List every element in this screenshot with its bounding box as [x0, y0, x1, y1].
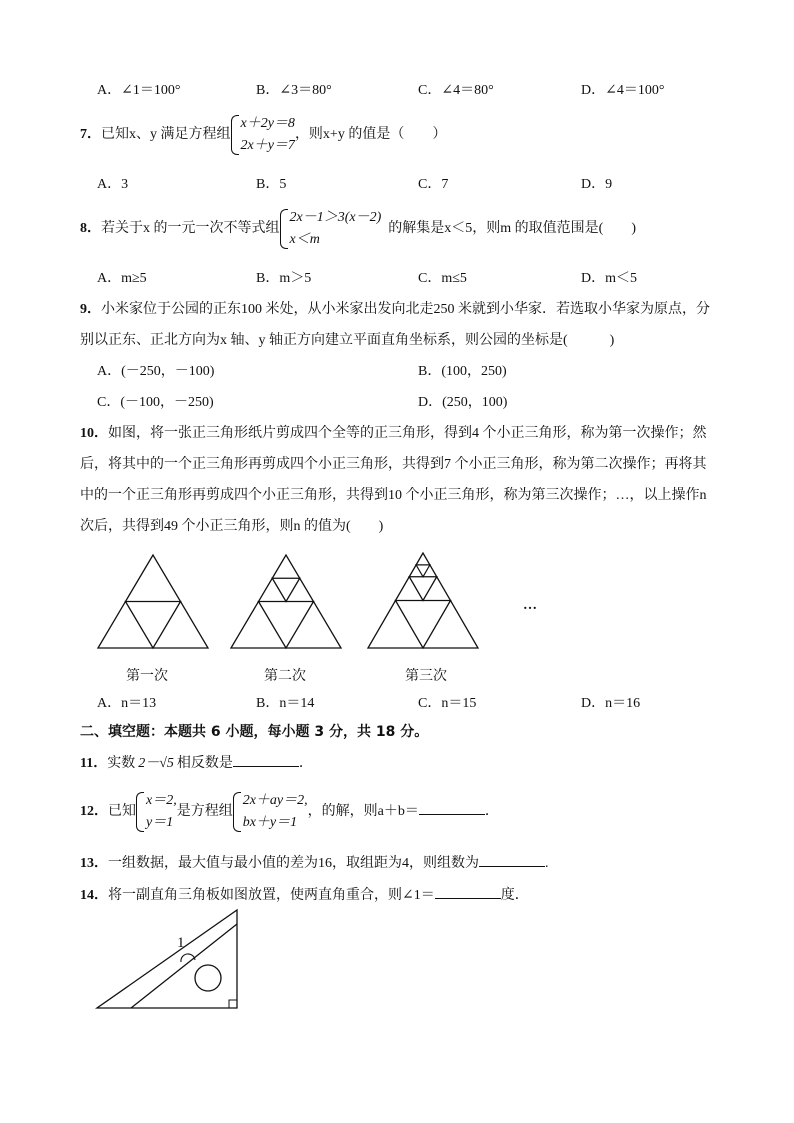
q10-number: 10．: [80, 426, 108, 441]
q7-equation-system: [231, 113, 295, 157]
q14-answer-blank[interactable]: [435, 884, 501, 899]
question-7: [80, 113, 446, 157]
question-9-line-1: [80, 300, 710, 320]
q6-option-c: C．∠4＝80°: [418, 83, 494, 98]
question-12: [80, 790, 499, 834]
question-14: [80, 884, 529, 904]
q14-number: 14．: [80, 888, 108, 903]
q7-option-b: B．5: [256, 177, 287, 192]
q8-option-a: A．m≥5: [97, 271, 147, 286]
question-11: [80, 752, 313, 772]
q12-solution-system: [136, 790, 177, 834]
q7-stem: 已知x、y 满足方程组: [101, 127, 231, 143]
q10-text-2: 后，将其中的一个正三角形再剪成四个小正三角形，共得到7 个小正三角形，称为第二次操作；再将其: [80, 457, 707, 472]
q9-option-a: A．(－250，－100): [97, 364, 215, 379]
q10-option-d: D．n＝16: [581, 696, 641, 711]
q12-post: ，的解，则a＋b＝: [307, 804, 419, 820]
q11-answer-blank[interactable]: [233, 752, 299, 767]
q10-text-1: 如图，将一张正三角形纸片剪成四个全等的正三角形，得到4 个小正三角形，称为第一次操作；然: [108, 426, 707, 441]
q9-option-c: C．(－100，－250): [97, 395, 214, 410]
figure-ellipsis: …: [523, 598, 537, 613]
q9-text-1: 小米家位于公园的正东100 米处，从小米家出发向北走250 米就到小华家．若选取小华家为原点，分: [101, 302, 710, 317]
q13-number: 13．: [80, 856, 108, 871]
q9-option-b: B．(100，250): [418, 364, 507, 379]
q10-text-3: 中的一个正三角形再剪成四个小正三角形，共得到10 个小正三角形，称为第三次操作；…，以上操作n: [80, 488, 707, 503]
q12-answer-blank[interactable]: [419, 800, 485, 815]
figure-set-squares: [95, 908, 245, 1010]
q6-option-d: D．∠4＝100°: [581, 83, 665, 98]
q7-tail: ，则x+y 的值是（ ）: [294, 127, 447, 143]
caption-first: 第一次: [126, 669, 168, 684]
q10-text-4: 次后，共得到49 个小正三角形，则n 的值为( ): [80, 519, 384, 534]
q12-number: 12．: [80, 804, 108, 820]
q11-pre: 实数: [107, 756, 136, 771]
q13-answer-blank[interactable]: [479, 852, 545, 867]
q8-option-b: B．m＞5: [256, 271, 312, 286]
q14-text: 将一副直角三角板如图放置，使两直角重合，则∠1＝: [108, 888, 435, 903]
q8-option-d: D．m＜5: [581, 271, 637, 286]
q7-eq2: 2x＋y＝7: [240, 138, 295, 153]
q11-number: 11．: [80, 756, 108, 771]
question-10-line-1: [80, 424, 707, 444]
q8-eq1: 2x－1＞3(x－2): [289, 210, 382, 225]
q11-expression: 2－√5: [138, 756, 174, 771]
caption-second: 第二次: [264, 669, 306, 684]
q6-option-a: A．∠1＝100°: [97, 83, 181, 98]
q7-eq1: x＋2y＝8: [240, 116, 295, 131]
question-13: [80, 852, 549, 872]
q9-option-d: D．(250，100): [418, 395, 508, 410]
caption-third: 第三次: [405, 669, 447, 684]
q12-sol1: x＝2,: [146, 793, 177, 808]
q12-end: ．: [484, 804, 499, 820]
q8-tail: 的解集是x＜5，则m 的取值范围是( ): [388, 221, 636, 237]
q6-option-b: B．∠3＝80°: [256, 83, 332, 98]
q8-option-c: C．m≤5: [418, 271, 467, 286]
section-2-heading: 二、填空题：本题共 6 小题，每小题 3 分，共 18 分。: [80, 724, 429, 740]
q14-end: 度．: [500, 888, 529, 903]
q12-equation-system: [233, 790, 308, 834]
q8-stem: 若关于x 的一元一次不等式组: [101, 221, 280, 237]
q11-post: 相反数是: [176, 756, 233, 771]
q13-text: 一组数据，最大值与最小值的差为16，取组距为4，则组数为: [108, 856, 479, 871]
q13-end: .: [545, 856, 549, 871]
q7-option-d: D．9: [581, 177, 613, 192]
q9-number: 9．: [80, 302, 101, 317]
angle-1-label: 1: [177, 935, 185, 951]
q8-eq2: x＜m: [289, 232, 320, 247]
q9-text-2: 别以正东、正北方向为x 轴、y 轴正方向建立平面直角坐标系，则公园的坐标是( ): [80, 333, 615, 348]
q11-end: ．: [298, 756, 313, 771]
q7-number: 7．: [80, 127, 101, 143]
q10-option-a: A．n＝13: [97, 696, 157, 711]
q10-option-b: B．n＝14: [256, 696, 315, 711]
q8-inequality-system: [280, 207, 382, 251]
q12-eq1: 2x＋ay＝2,: [242, 793, 308, 808]
q12-eq2: bx＋y＝1: [242, 815, 298, 830]
q10-option-c: C．n＝15: [418, 696, 477, 711]
question-8: [80, 207, 636, 251]
figure-second-operation: [231, 555, 341, 650]
figure-first-operation: [98, 555, 208, 650]
q12-pre: 已知: [108, 804, 136, 820]
q12-sol2: y＝1: [146, 815, 174, 830]
q8-number: 8．: [80, 221, 101, 237]
q7-option-a: A．3: [97, 177, 129, 192]
figure-third-operation: [368, 553, 478, 650]
q7-option-c: C．7: [418, 177, 449, 192]
q12-mid: 是方程组: [176, 804, 233, 820]
